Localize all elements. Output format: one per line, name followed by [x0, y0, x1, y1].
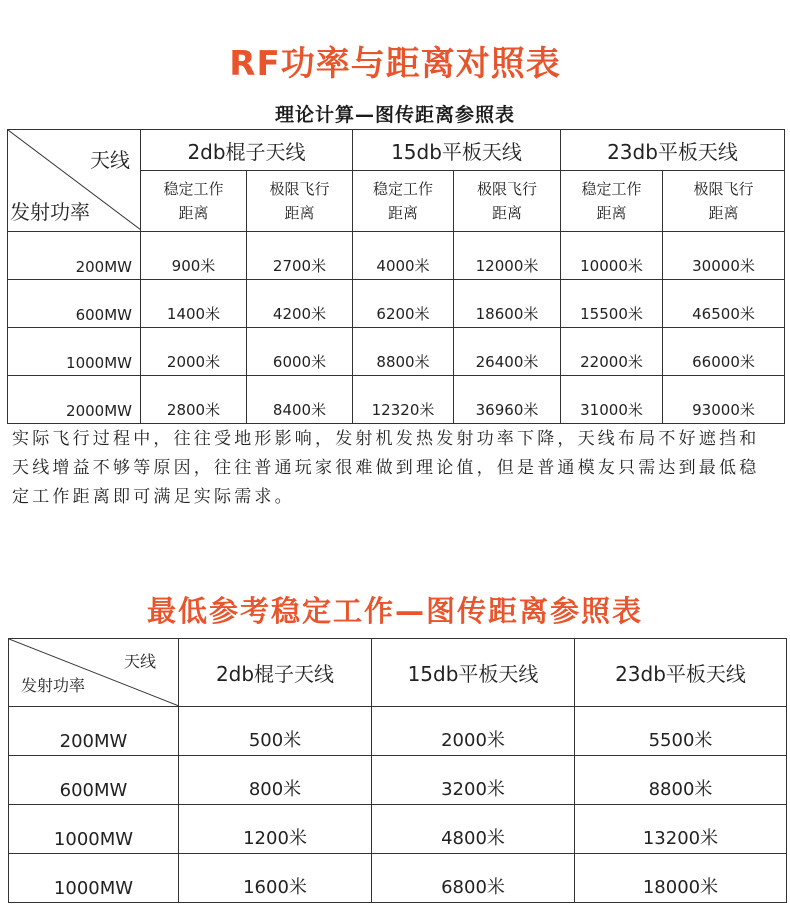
distance-cell: 500米 — [179, 707, 372, 756]
power-cell: 1000MW — [8, 328, 141, 376]
power-cell: 1000MW — [9, 854, 179, 903]
distance-type-header: 极限飞行 距离 — [247, 171, 353, 232]
distance-cell: 8800米 — [353, 328, 454, 376]
distance-cell: 15500米 — [561, 280, 663, 328]
table1-corner-cell — [8, 130, 141, 232]
antenna-corner-label: 天线 — [90, 148, 130, 172]
antenna-header: 15db平板天线 — [353, 130, 561, 171]
antenna-corner-label: 天线 — [123, 652, 156, 671]
antenna-header: 15db平板天线 — [372, 639, 575, 707]
distance-cell: 1200米 — [179, 805, 372, 854]
table-row — [9, 756, 787, 805]
antenna-header: 23db平板天线 — [575, 639, 787, 707]
distance-cell: 5500米 — [575, 707, 787, 756]
table-row — [8, 280, 785, 328]
distance-cell: 36960米 — [454, 376, 561, 424]
distance-type-header: 稳定工作 距离 — [353, 171, 454, 232]
distance-cell: 12320米 — [353, 376, 454, 424]
distance-cell: 1400米 — [141, 280, 247, 328]
note-paragraph: 实际飞行过程中，往往受地形影响，发射机发热发射功率下降，天线布局不好遮挡和天线增益不够等原因，往往普通玩家很难做到理论值，但是普通模友只需达到最低稳定工作距离即可满足实际需求。 — [12, 429, 760, 507]
distance-type-header: 稳定工作 距离 — [141, 171, 247, 232]
distance-cell: 93000米 — [663, 376, 785, 424]
table2-corner-cell — [9, 639, 179, 707]
distance-cell: 2700米 — [247, 232, 353, 280]
distance-cell: 4000米 — [353, 232, 454, 280]
table-row — [8, 232, 785, 280]
power-cell: 600MW — [9, 756, 179, 805]
distance-cell: 2000米 — [372, 707, 575, 756]
table-row — [8, 328, 785, 376]
distance-cell: 26400米 — [454, 328, 561, 376]
table-row — [9, 805, 787, 854]
distance-cell: 31000米 — [561, 376, 663, 424]
power-cell: 2000MW — [8, 376, 141, 424]
distance-type-header: 极限飞行 距离 — [454, 171, 561, 232]
distance-cell: 800米 — [179, 756, 372, 805]
antenna-header: 2db棍子天线 — [141, 130, 353, 171]
distance-cell: 22000米 — [561, 328, 663, 376]
distance-cell: 66000米 — [663, 328, 785, 376]
antenna-header: 23db平板天线 — [561, 130, 785, 171]
distance-cell: 8400米 — [247, 376, 353, 424]
subtitle: 理论计算—图传距离参照表 — [274, 104, 515, 126]
distance-cell: 4200米 — [247, 280, 353, 328]
power-corner-label: 发射功率 — [10, 200, 90, 224]
power-cell: 200MW — [8, 232, 141, 280]
distance-cell: 6200米 — [353, 280, 454, 328]
main-title: RF功率与距离对照表 — [229, 44, 561, 84]
distance-type-header: 极限飞行 距离 — [663, 171, 785, 232]
distance-cell: 4800米 — [372, 805, 575, 854]
theoretical-distance-table — [7, 129, 785, 424]
distance-cell: 13200米 — [575, 805, 787, 854]
minimum-distance-table — [8, 638, 787, 903]
distance-cell: 30000米 — [663, 232, 785, 280]
distance-cell: 10000米 — [561, 232, 663, 280]
power-cell: 1000MW — [9, 805, 179, 854]
distance-cell: 2800米 — [141, 376, 247, 424]
distance-cell: 18600米 — [454, 280, 561, 328]
distance-cell: 18000米 — [575, 854, 787, 903]
distance-cell: 2000米 — [141, 328, 247, 376]
distance-cell: 46500米 — [663, 280, 785, 328]
distance-cell: 900米 — [141, 232, 247, 280]
distance-cell: 6000米 — [247, 328, 353, 376]
power-corner-label: 发射功率 — [21, 676, 86, 695]
table-row — [9, 854, 787, 903]
table-row — [8, 376, 785, 424]
distance-cell: 6800米 — [372, 854, 575, 903]
antenna-header: 2db棍子天线 — [179, 639, 372, 707]
distance-cell: 1600米 — [179, 854, 372, 903]
distance-cell: 3200米 — [372, 756, 575, 805]
section-title: 最低参考稳定工作—图传距离参照表 — [146, 594, 643, 628]
power-cell: 200MW — [9, 707, 179, 756]
distance-cell: 8800米 — [575, 756, 787, 805]
distance-type-header: 稳定工作 距离 — [561, 171, 663, 232]
power-cell: 600MW — [8, 280, 141, 328]
distance-cell: 12000米 — [454, 232, 561, 280]
table-row — [9, 707, 787, 756]
